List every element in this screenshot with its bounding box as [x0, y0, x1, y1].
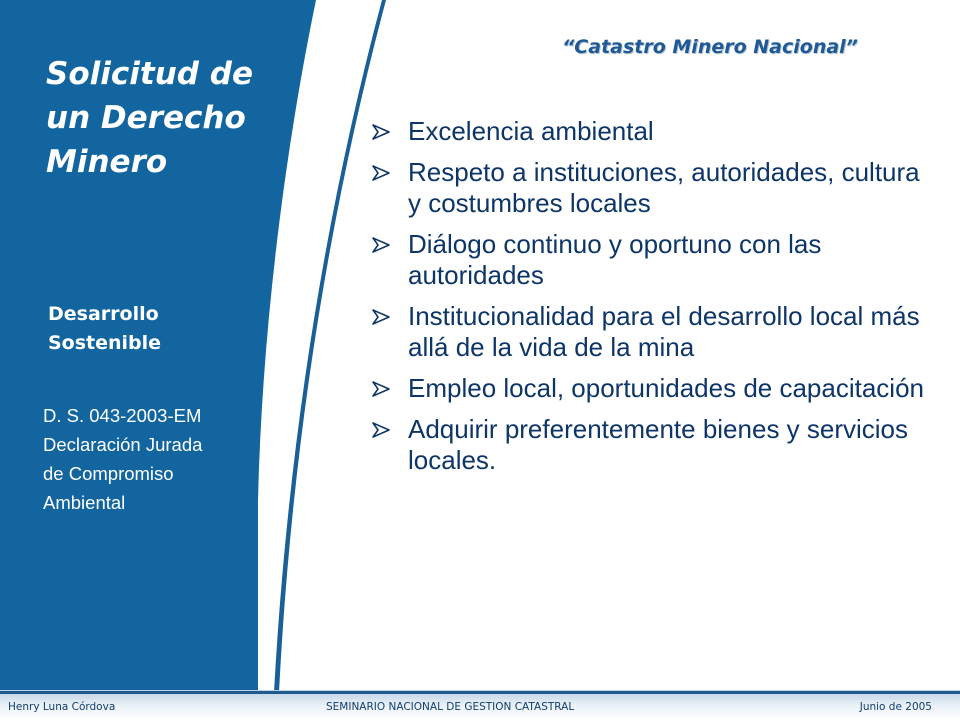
arrow-bullet-icon [372, 309, 390, 325]
arrow-bullet-icon [372, 237, 390, 253]
title-line: un Derecho [46, 100, 246, 136]
bullet-text: Institucionalidad para el desarrollo local más allá de la vida de la mina [408, 301, 920, 362]
slide-subtitle [48, 300, 268, 358]
bullet-list [372, 116, 932, 486]
decree-line: de Compromiso [43, 463, 174, 484]
bullet-text: Respeto a instituciones, autoridades, cultura y costumbres locales [408, 157, 920, 218]
bullet-text: Empleo local, oportunidades de capacitación [408, 373, 925, 403]
bullet-text: Excelencia ambiental [408, 116, 654, 146]
arrow-bullet-icon [372, 165, 390, 181]
bullet-item [372, 116, 932, 147]
footer-author: Henry Luna Córdova [8, 701, 116, 713]
arrow-bullet-icon [372, 381, 390, 397]
bullet-item [372, 373, 932, 404]
arrow-bullet-icon [372, 422, 390, 438]
bullet-item [372, 157, 932, 219]
footer-date: Junio de 2005 [859, 701, 932, 713]
header-quote: “Catastro Minero Nacional” [562, 36, 858, 58]
slide-title [46, 52, 276, 184]
footer-event: SEMINARIO NACIONAL DE GESTION CATASTRAL [326, 701, 575, 713]
subtitle-line: Sostenible [48, 332, 162, 354]
title-line: Minero [46, 144, 168, 180]
decree-line: Ambiental [43, 492, 126, 513]
decree-line: D. S. 043-2003-EM [43, 405, 202, 426]
decree-line: Declaración Jurada [43, 434, 203, 455]
decree-block [43, 401, 273, 517]
bullet-item [372, 301, 932, 363]
bullet-item [372, 229, 932, 291]
footer-divider [0, 691, 960, 694]
bullet-text: Diálogo continuo y oportuno con las autoridades [408, 229, 822, 290]
arrow-bullet-icon [372, 124, 390, 140]
subtitle-line: Desarrollo [48, 303, 159, 325]
bullet-item [372, 414, 932, 476]
bullet-text: Adquirir preferentemente bienes y servicios locales. [408, 414, 909, 475]
title-line: Solicitud de [46, 56, 253, 92]
